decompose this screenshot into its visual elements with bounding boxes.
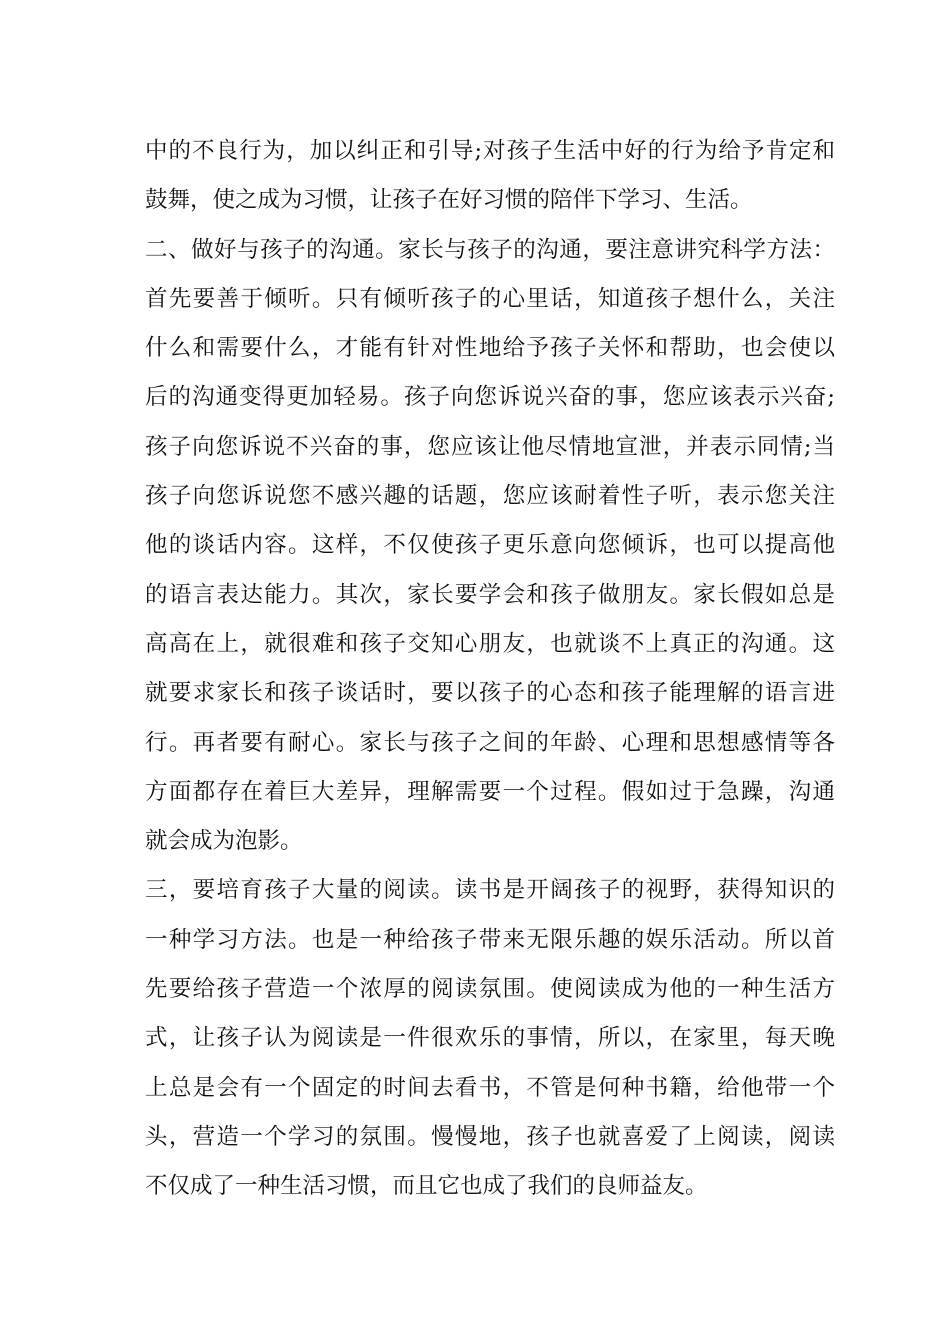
text-line: 后的沟通变得更加轻易。孩子向您诉说兴奋的事，您应该表示兴奋; [145, 384, 835, 411]
text-line: 的语言表达能力。其次，家长要学会和孩子做朋友。家长假如总是 [145, 581, 835, 608]
text-line: 就会成为泡影。 [145, 828, 303, 855]
text-line: 不仅成了一种生活习惯，而且它也成了我们的良师益友。 [145, 1173, 708, 1200]
text-line: 三，要培育孩子大量的阅读。读书是开阔孩子的视野，获得知识的 [145, 877, 835, 904]
text-line: 二、做好与孩子的沟通。家长与孩子的沟通，要注意讲究科学方法： [145, 236, 835, 263]
text-line: 行。再者要有耐心。家长与孩子之间的年龄、心理和思想感情等各 [145, 729, 835, 756]
body-text [145, 127, 835, 1212]
text-line: 头，营造一个学习的氛围。慢慢地，孩子也就喜爱了上阅读，阅读 [145, 1123, 835, 1150]
text-line: 他的谈话内容。这样，不仅使孩子更乐意向您倾诉，也可以提高他 [145, 532, 835, 559]
text-line: 鼓舞，使之成为习惯，让孩子在好习惯的陪伴下学习、生活。 [145, 187, 753, 214]
text-line: 方面都存在着巨大差异，理解需要一个过程。假如过于急躁，沟通 [145, 778, 835, 805]
text-line: 首先要善于倾听。只有倾听孩子的心里话，知道孩子想什么，关注 [145, 285, 835, 312]
text-line: 孩子向您诉说您不感兴趣的话题，您应该耐着性子听，表示您关注 [145, 483, 835, 510]
text-line: 上总是会有一个固定的时间去看书，不管是何种书籍，给他带一个 [145, 1074, 835, 1101]
text-line: 式，让孩子认为阅读是一件很欢乐的事情，所以，在家里，每天晚 [145, 1025, 835, 1052]
text-line: 就要求家长和孩子谈话时，要以孩子的心态和孩子能理解的语言进 [145, 680, 835, 707]
text-line: 什么和需要什么，才能有针对性地给予孩子关怀和帮助，也会使以 [145, 335, 835, 362]
text-line: 高高在上，就很难和孩子交知心朋友，也就谈不上真正的沟通。这 [145, 630, 835, 657]
text-line: 先要给孩子营造一个浓厚的阅读氛围。使阅读成为他的一种生活方 [145, 976, 835, 1003]
text-line: 一种学习方法。也是一种给孩子带来无限乐趣的娱乐活动。所以首 [145, 926, 835, 953]
text-line: 孩子向您诉说不兴奋的事，您应该让他尽情地宣泄，并表示同情;当 [145, 433, 835, 460]
text-line: 中的不良行为，加以纠正和引导;对孩子生活中好的行为给予肯定和 [145, 138, 835, 164]
